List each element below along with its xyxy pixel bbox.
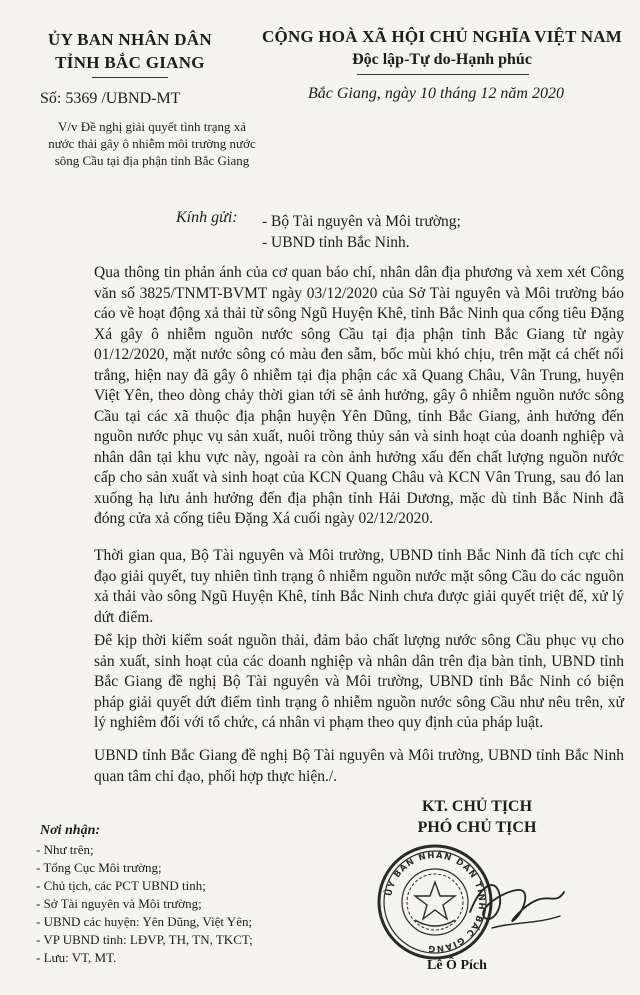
distribution-item: - Sở Tài nguyên và Môi trường; — [36, 896, 202, 911]
signer-title: PHÓ CHỦ TỊCH — [417, 819, 537, 836]
paragraph-text: Thời gian qua, Bộ Tài nguyên và Môi trường, UBND tỉnh Bắc Ninh đã tích cực chỉ đạo giải quyết, tuy nhiên tình trạng ô nhiễm nguồn nước mặt sông Cầu do các nguồn xả thải vào sông Ngũ Huyện Khê, tỉnh Bắc Ninh chưa được giải quyết triệt để, xử lý dứt điểm. — [94, 547, 624, 626]
national-motto: Độc lập-Tự do-Hạnh phúc — [352, 51, 532, 68]
body-paragraph-2 — [94, 546, 624, 628]
issuer-name-line2: TỈNH BẮC GIANG — [55, 53, 205, 72]
seal-text: ỦY BAN NHÂN DÂN TỈNH BẮC GIANG — [384, 850, 487, 954]
signer-authority: KT. CHỦ TỊCH — [421, 798, 533, 815]
subject-block — [22, 118, 282, 169]
subject-line: sông Cầu tại địa phận tỉnh Bắc Giang — [54, 153, 250, 168]
body-paragraph-3 — [94, 631, 624, 734]
recipient-item: - UBND tỉnh Bắc Ninh. — [262, 234, 410, 251]
paragraph-text: UBND tỉnh Bắc Giang đề nghị Bộ Tài nguyên và Môi trường, UBND tỉnh Bắc Ninh quan tâm chỉ đạo, phối hợp thực hiện./. — [94, 747, 624, 785]
body-paragraph-4 — [94, 746, 624, 787]
recipient-item: - Bộ Tài nguyên và Môi trường; — [262, 213, 461, 230]
issuer-underline — [92, 77, 168, 78]
motto-underline — [357, 74, 529, 75]
subject-line: nước thải gây ô nhiễm môi trường nước — [48, 136, 256, 151]
distribution-item: - Như trên; — [36, 842, 94, 857]
distribution-item: - Tổng Cục Môi trường; — [36, 860, 162, 875]
recipients-label: Kính gửi: — [176, 209, 238, 226]
document-number: Số: 5369 /UBND-MT — [40, 90, 181, 107]
signer-name: Lê Ô Pích — [427, 958, 487, 973]
distribution-item: - Chủ tịch, các PCT UBND tỉnh; — [36, 878, 206, 893]
body-paragraph-1 — [94, 263, 624, 530]
distribution-item: - Lưu: VT, MT. — [36, 950, 117, 965]
paragraph-text: Qua thông tin phản ánh của cơ quan báo chí, nhân dân địa phương và xem xét Công văn số 3825/TNMT-BVMT ngày 03/12/2020 của Sở Tài nguyên và Môi trường báo cáo về hoạt động xả thải từ sông Ngũ Huyện Khê, tỉnh Bắc Ninh qua cống tiêu Đặng Xá gây ô nhiễm nguồn nước sông Cầu tại địa phận tỉnh Bắc Giang từ ngày 01/12/2020, mặt nước sông có màu đen sẫm, bốc mùi khó chịu, trên mặt cá chết nổi trắng, hiện nay đã gây ô nhiễm tại địa phận các xã Quang Châu, Vân Trung, huyện Việt Yên, theo dòng chảy thời gian tới sẽ ảnh hưởng, gây ô nhiễm nguồn nước sông Cầu tại các xã thuộc địa phận huyện Yên Dũng, tỉnh Bắc Giang, ảnh hưởng đến nguồn nước phục vụ sản xuất, nuôi trồng thủy sản và sinh hoạt của doanh nghiệp và nhân dân tại khu vực này, ngoài ra còn ảnh hưởng xấu đến chất lượng nguồn nước cấp cho sản xuất và sinh hoạt của KCN Quang Châu và KCN Vân Trung, sau đó lan xuống hạ lưu ảnh hưởng đến địa phận tỉnh Hải Dương, mặc dù tỉnh Bắc Ninh đã đóng cửa xả cống tiêu Đặng Xá cuối ngày 02/12/2020. — [94, 264, 624, 527]
distribution-item: - UBND các huyện: Yên Dũng, Việt Yên; — [36, 914, 253, 929]
issuer-name-line1: ỦY BAN NHÂN DÂN — [48, 30, 212, 49]
distribution-item: - VP UBND tỉnh: LĐVP, TH, TN, TKCT; — [36, 932, 253, 947]
place-and-date: Bắc Giang, ngày 10 tháng 12 năm 2020 — [308, 85, 564, 102]
paragraph-text: Để kịp thời kiểm soát nguồn thải, đảm bảo chất lượng nước sông Cầu phục vụ cho sản xuất, sinh hoạt của các doanh nghiệp và nhân dân trên địa bàn tỉnh, UBND tỉnh Bắc Giang đề nghị Bộ Tài nguyên và Môi trường, UBND tỉnh Bắc Ninh có biện pháp giải quyết dứt điểm tình trạng ô nhiễm nguồn nước sông Cầu như nêu trên, xử lý nghiêm đối với tổ chức, cá nhân vi phạm theo quy định của pháp luật. — [94, 632, 624, 731]
subject-line: V/v Đề nghị giải quyết tình trạng xả — [57, 119, 247, 134]
national-title: CỘNG HOÀ XÃ HỘI CHỦ NGHĨA VIỆT NAM — [262, 27, 622, 46]
distribution-title: Nơi nhận: — [40, 823, 101, 838]
handwritten-signature-icon — [462, 862, 572, 942]
